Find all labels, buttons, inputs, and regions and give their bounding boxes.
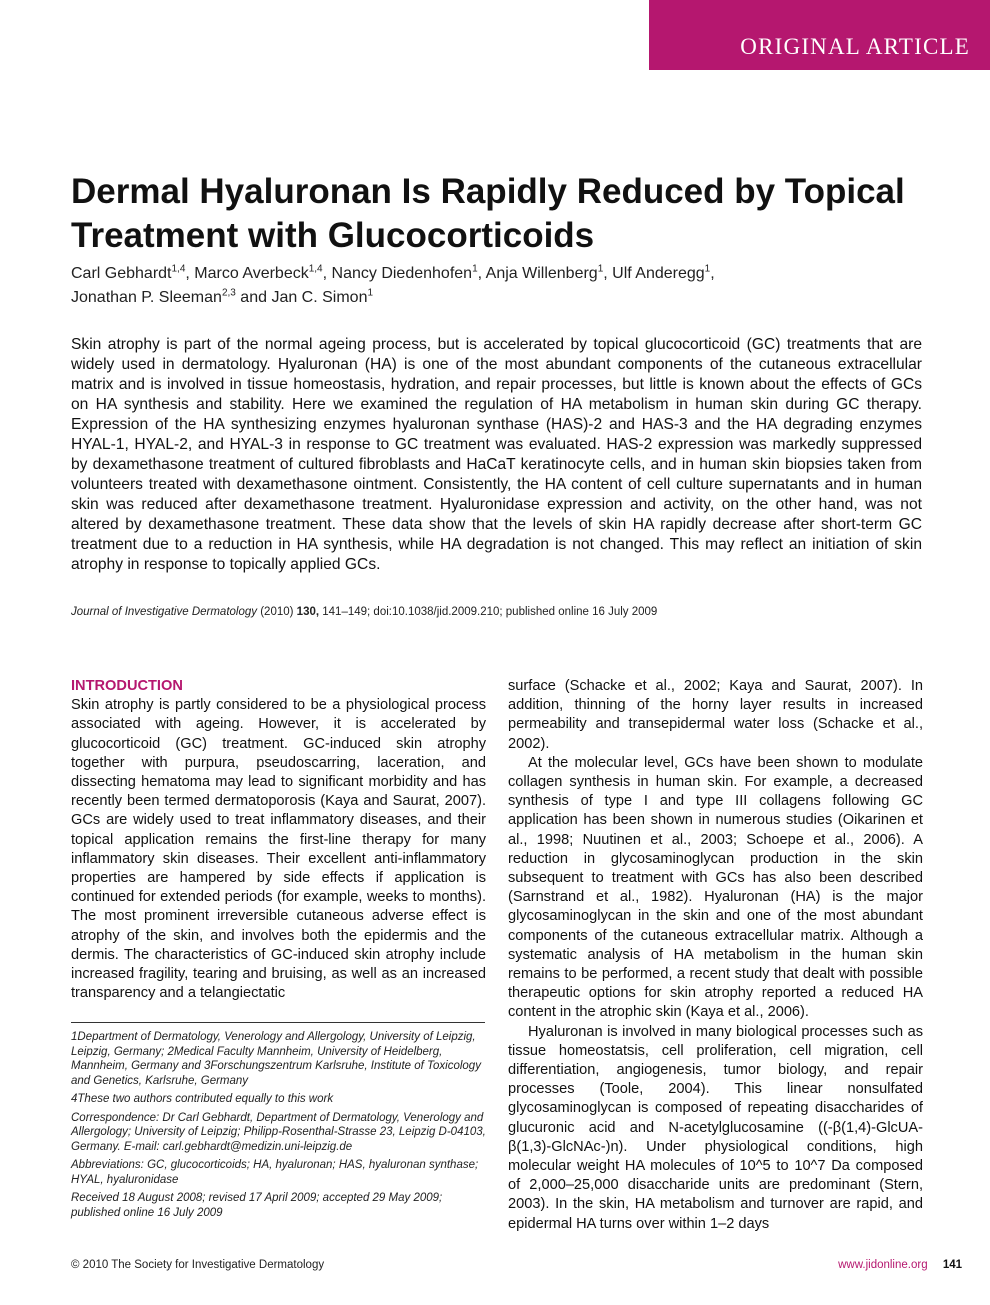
author-affiliation-marker: 1 [597,263,604,275]
author-name: Anja Willenberg [485,265,598,282]
citation-details: 141–149; doi:10.1038/jid.2009.210; published online 16 July 2009 [322,606,658,618]
citation-volume: 130, [296,606,320,618]
author-affiliation-marker: 1,4 [308,263,323,275]
page-number: 141 [942,1259,962,1271]
right-column [508,677,923,1234]
page-footer [838,1259,962,1271]
body-paragraph: surface (Schacke et al., 2002; Kaya and Saurat, 2007). In addition, thinning of the horny layer results in increased permeability and transepidermal water loss (Schacke et al., 2002). [508,678,923,752]
citation-line [71,604,922,620]
journal-url-link[interactable]: www.jidonline.org [838,1259,928,1271]
footnote-divider [71,1022,485,1023]
journal-name: Journal of Investigative Dermatology [71,606,258,618]
author-name: Ulf Anderegg [612,265,705,282]
footnote-affiliations: 1Department of Dermatology, Venerology and Allergology, University of Leipzig, Leipzig, Germany; 2Medical Faculty Mannheim, University of Heidelberg, Mannheim, Germany and 3Forschungszentrum Karlsruhe, Institute of Toxicology and Genetics, Karlsruhe, Germany [71,1031,481,1087]
author-affiliation-marker: 1 [367,287,374,299]
abstract: Skin atrophy is part of the normal ageing process, but is accelerated by topical glucocorticoid (GC) treatments that are widely used in dermatology. Hyaluronan (HA) is one of the most abundant components of the cutaneous extracellular matrix and is involved in tissue homeostasis, hydration, and repair processes, but little is known about the effects of GCs on HA synthesis and stability. Here we examined the regulation of HA metabolism in human skin during GC therapy. Expression of the HA synthesizing enzymes hyaluronan synthase (HAS)-2 and HAS-3 and the HA degrading enzymes HYAL-1, HYAL-2, and HYAL-3 in response to GC treatment was evaluated. HAS-2 expression was markedly suppressed by dexamethasone treatment of cultured fibroblasts and HaCaT keratinocyte cells, and in human skin biopsies taken from volunteers treated with dexamethasone ointment. Consistently, the HA content of cell culture supernatants and in human skin was reduced after dexamethasone treatment. Hyaluronidase expression and activity, on the other hand, was not altered by dexamethasone treatment. These data show that the levels of skin HA rapidly decrease after short-term GC treatment due to a reduction in HA synthesis, while HA degradation is not changed. This may reflect an initiation of skin atrophy in response to topically applied GCs. [71,336,922,573]
body-paragraph: At the molecular level, GCs have been shown to modulate collagen synthesis in human skin. For example, a decreased synthesis of type I and type III collagens following GC application has been shown in numerous studies (Oikarinen et al., 1998; Nuutinen et al., 2003; Schoepe et al., 2006). A reduction in glycosaminoglycan production in the skin subsequent to treatment with GCs has also been described (Sarnstrand et al., 1982). Hyaluronan (HA) is the major glycosaminoglycan in the skin and one of the most abundant components of the cutaneous extracellular matrix. Although a systematic analysis of HA metabolism in the human skin remains to be performed, a recent study that dealt with possible therapeutic options for skin atrophy reported a reduced HA content in the atrophic skin (Kaya et al., 2006). [508,754,923,1021]
article-type-banner [649,0,990,70]
author-name: Jonathan P. Sleeman [71,289,222,306]
author-name: Carl Gebhardt [71,265,172,282]
citation-year: (2010) [260,606,294,618]
author-affiliation-marker: 1,4 [171,263,186,275]
left-column [71,677,486,1003]
section-heading-introduction: INTRODUCTION [71,678,183,694]
author-name: Jan C. Simon [271,289,368,306]
article-type-label: ORIGINAL ARTICLE [740,34,970,59]
footnote-correspondence: Correspondence: Dr Carl Gebhardt, Department of Dermatology, Venerology and Allergology; University of Leipzig; Philipp-Rosenthal-Strasse 23, Leipzig D-04103, Germany. E-mail: carl.gebhardt@medizin.uni-leipzig.de [71,1111,486,1153]
author-list: Carl Gebhardt$^{1,4}$, Marco Averbeck$^{1,4}$, Nancy Diedenhofen$^1$, Anja Willenberg$^1$, Ulf Anderegg$^1$, Jonathan P. Sleeman$^{2,3}$ and Jan C. Simon$^1$ [71,263,715,306]
body-paragraph: Hyaluronan is involved in many biological processes such as tissue homeostatsis, cell proliferation, cell migration, cell differentiation, angiogenesis, tumor biology, and repair processes (Toole, 2004). This linear nonsulfated glycosaminoglycan is composed of repeating disaccharides of glucuronic acid and N-acetylglucosamine ((-β(1,4)-GlcUA-β(1,3)-GlcNAc-)n). Under physiological conditions, high molecular weight HA molecules of 10^5 to 10^7 Da composed of 2,000–25,000 disaccharide units are predominant (Stern, 2003). In the skin, HA metabolism and turnover are rapid, and epidermal HA turns over within 1–2 days [508,1023,923,1232]
article-title: Dermal Hyaluronan Is Rapidly Reduced by Topical Treatment with Glucocorticoids [71,172,905,255]
author-affiliation-marker: 2,3 [221,287,236,299]
footnote-received: Received 18 August 2008; revised 17 April 2009; accepted 29 May 2009; published online 16 July 2009 [71,1192,443,1219]
author-affiliation-marker: 1 [704,263,711,275]
author-name: Nancy Diedenhofen [331,265,473,282]
body-paragraph: Skin atrophy is partly considered to be a physiological process associated with ageing. However, it is accelerated by glucocorticoid (GC) treatment. GC-induced skin atrophy together with purpura, pseudoscarring, laceration, and dissecting hematoma may lead to significant morbidity and has recently been termed dermatoporosis (Kaya and Saurat, 2007). GCs are widely used to treat inflammatory diseases, and their topical application remains the first-line therapy for many inflammatory skin diseases. Their excellent anti-inflammatory properties are hampered by side effects if application is continued for extended periods (for example, weeks to months). The most prominent irreversible cutaneous adverse effect is atrophy of the skin, and involves both the epidermis and the dermis. The characteristics of GC-induced skin atrophy include increased fragility, tearing and bruising, as well as an increased transparency and a telangiectatic [71,697,486,1002]
footnote-equal-contribution: 4These two authors contributed equally to this work [71,1093,334,1105]
author-affiliation-marker: 1 [472,263,478,275]
copyright-notice: © 2010 The Society for Investigative Dermatology [71,1259,325,1271]
footnotes [71,1030,486,1224]
author-name: Marco Averbeck [194,265,309,282]
footnote-abbreviations: Abbreviations: GC, glucocorticoids; HA, hyaluronan; HAS, hyaluronan synthase; HYAL, hyaluronidase [71,1159,479,1186]
